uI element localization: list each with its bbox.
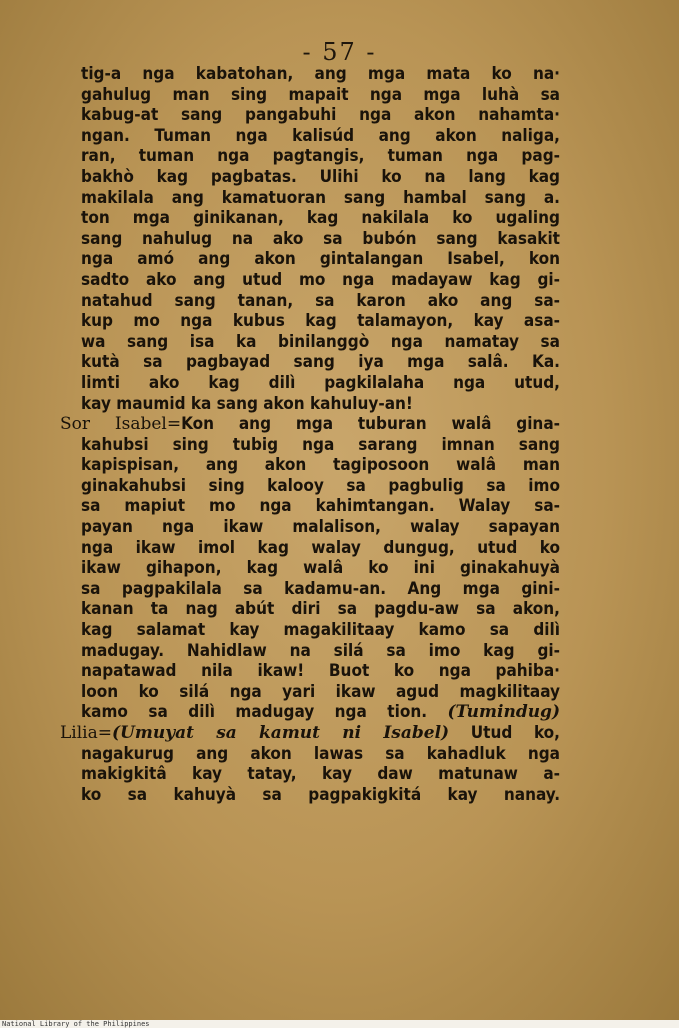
text-line: kanan ta nag abút diri sa pagdu-aw sa akon, <box>81 599 560 620</box>
text-line: makigkitâ kay tatay, kay daw matunaw a- <box>81 764 560 785</box>
text-line: ngan. Tuman nga kalisúd ang akon naliga, <box>81 125 560 146</box>
dialogue-text: kamo sa dilì madugay nga tion. <box>81 702 428 723</box>
text-line: ikaw gihapon, kag walâ ko ini ginakahuyà <box>81 558 560 579</box>
stage-direction: (Tumindug) <box>447 702 560 723</box>
text-line: kutà sa pagbayad sang iya mga salâ. Ka. <box>81 352 560 373</box>
speaker-label: Sor Isabel= <box>60 414 182 435</box>
text-line: madugay. Nahidlaw na silá sa imo kag gi- <box>81 640 560 661</box>
text-line: nagakurug ang akon lawas sa kahadluk nga <box>81 743 560 764</box>
dialogue-text: Kon ang mga tuburan walâ gina- <box>181 414 560 435</box>
text-line: natahud sang tanan, sa karon ako ang sa- <box>81 290 560 311</box>
text-line: kup mo nga kubus kag talamayon, kay asa- <box>81 311 560 332</box>
text-line: napatawad nila ikaw! Buot ko nga pahiba· <box>81 661 560 682</box>
page-number: - 57 - <box>302 38 377 66</box>
text-line: sa mapiut mo nga kahimtangan. Walay sa- <box>81 496 560 517</box>
text-line: ko sa kahuyà sa pagpakigkitá kay nanay. <box>81 784 560 805</box>
text-line: sadto ako ang utud mo nga madayaw kag gi- <box>81 269 560 290</box>
text-line: sa pagpakilala sa kadamu-an. Ang mga gini- <box>81 578 560 599</box>
text-line <box>60 723 560 744</box>
text-line: kay maumid ka sang akon kahuluy-an! <box>81 393 413 414</box>
speaker-label: Lilia= <box>60 723 112 743</box>
text-line: nga ikaw imol kag walay dungug, utud ko <box>81 537 560 558</box>
text-line: gahulug man sing mapait nga mga luhà sa <box>81 84 560 105</box>
text-line: sang nahulug na ako sa bubón sang kasakit <box>81 228 560 249</box>
text-line <box>60 702 560 723</box>
text-line: tig-a nga kabatohan, ang mga mata ko na· <box>81 64 560 84</box>
text-line: payan nga ikaw malalison, walay sapayan <box>81 517 560 538</box>
text-line: kag salamat kay magakilitaay kamo sa dilì <box>81 620 560 641</box>
text-line: limti ako kag dilì pagkilalaha nga utud, <box>81 372 560 393</box>
text-line: kahubsi sing tubig nga sarang imnan sang <box>81 434 560 455</box>
text-line: bakhò kag pagbatas. Ulihi ko na lang kag <box>81 166 560 187</box>
text-line: ton mga ginikanan, kag nakilala ko ugaling <box>81 208 560 229</box>
text-line: nga amó ang akon gintalangan Isabel, kon <box>81 249 560 270</box>
text-line: kabug-at sang pangabuhi nga akon nahamta· <box>81 105 560 126</box>
text-line <box>60 414 560 435</box>
text-line: wa sang isa ka binilanggò nga namatay sa <box>81 331 560 352</box>
dialogue-text: Utud ko, <box>470 723 560 743</box>
text-line: ran, tuman nga pagtangis, tuman nga pag- <box>81 146 560 167</box>
library-watermark: National Library of the Philippines <box>0 1020 679 1028</box>
text-line: ginakahubsi sing kalooy sa pagbulig sa imo <box>81 475 560 496</box>
stage-direction: (Umuyat sa kamut ni Isabel) <box>111 723 450 743</box>
body-text <box>60 64 560 805</box>
text-line: kapispisan, ang akon tagiposoon walâ man <box>81 455 560 476</box>
text-line: makilala ang kamatuoran sang hambal sang a. <box>81 187 560 208</box>
text-line: loon ko silá nga yari ikaw agud magkilitaay <box>81 681 560 702</box>
